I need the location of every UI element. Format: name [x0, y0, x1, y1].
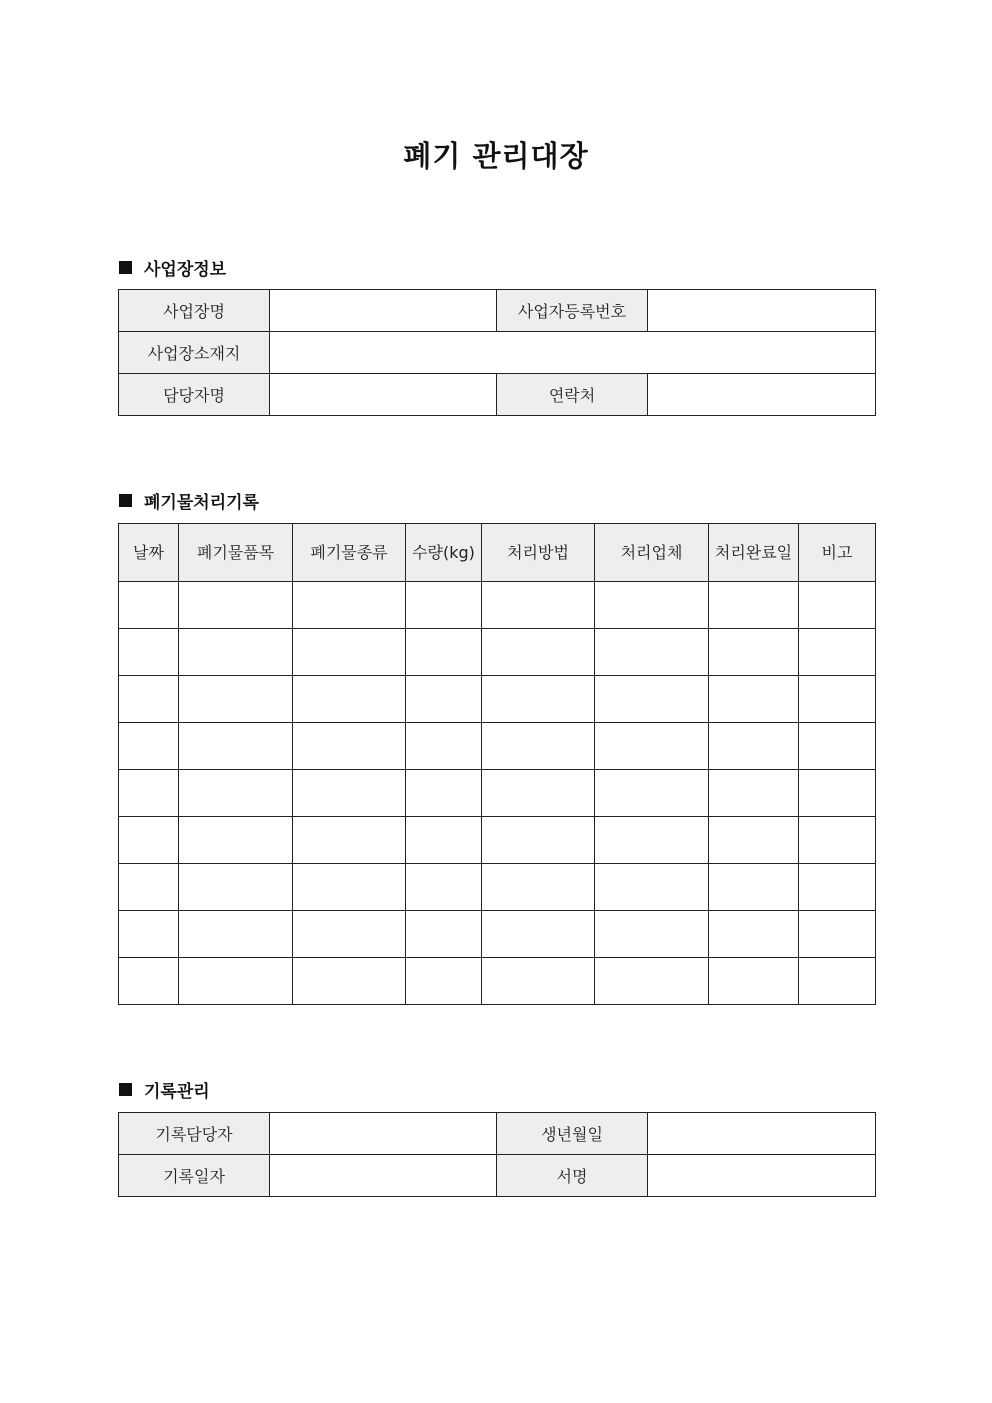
cell-type[interactable]: [293, 958, 406, 1005]
table-header-row: [119, 524, 876, 582]
cell-type[interactable]: [293, 676, 406, 723]
registration-number-field[interactable]: [648, 290, 876, 332]
cell-completion-date[interactable]: [709, 911, 799, 958]
cell-vendor[interactable]: [595, 817, 709, 864]
column-header-remarks: 비고: [799, 524, 876, 582]
birth-date-label: 생년월일: [497, 1113, 648, 1155]
contact-label: 연락처: [497, 374, 648, 416]
cell-quantity[interactable]: [406, 864, 482, 911]
column-header-item: 폐기물품목: [179, 524, 293, 582]
table-row: [119, 374, 876, 416]
business-address-label: 사업장소재지: [119, 332, 270, 374]
cell-date[interactable]: [119, 582, 179, 629]
cell-item[interactable]: [179, 911, 293, 958]
signature-field[interactable]: [648, 1155, 876, 1197]
cell-type[interactable]: [293, 629, 406, 676]
cell-method[interactable]: [482, 958, 595, 1005]
column-header-type: 폐기물종류: [293, 524, 406, 582]
table-row: [119, 1155, 876, 1197]
cell-date[interactable]: [119, 864, 179, 911]
cell-remarks[interactable]: [799, 676, 876, 723]
business-address-field[interactable]: [270, 332, 876, 374]
recorder-label: 기록담당자: [119, 1113, 270, 1155]
cell-method[interactable]: [482, 817, 595, 864]
cell-vendor[interactable]: [595, 723, 709, 770]
disposal-records-table: [118, 523, 876, 1005]
column-header-method: 처리방법: [482, 524, 595, 582]
cell-completion-date[interactable]: [709, 582, 799, 629]
cell-remarks[interactable]: [799, 817, 876, 864]
cell-vendor[interactable]: [595, 676, 709, 723]
cell-item[interactable]: [179, 770, 293, 817]
cell-vendor[interactable]: [595, 864, 709, 911]
business-name-field[interactable]: [270, 290, 497, 332]
recorder-field[interactable]: [270, 1113, 497, 1155]
contact-field[interactable]: [648, 374, 876, 416]
column-header-date: 날짜: [119, 524, 179, 582]
table-row: [119, 629, 876, 676]
table-row: [119, 1113, 876, 1155]
cell-remarks[interactable]: [799, 770, 876, 817]
signature-label: 서명: [497, 1155, 648, 1197]
section-heading-record: [119, 1077, 210, 1102]
column-header-completion-date: 처리완료일: [709, 524, 799, 582]
cell-completion-date[interactable]: [709, 817, 799, 864]
cell-date[interactable]: [119, 911, 179, 958]
birth-date-field[interactable]: [648, 1113, 876, 1155]
cell-date[interactable]: [119, 817, 179, 864]
table-row: [119, 864, 876, 911]
cell-type[interactable]: [293, 817, 406, 864]
manager-name-label: 담당자명: [119, 374, 270, 416]
cell-vendor[interactable]: [595, 629, 709, 676]
cell-quantity[interactable]: [406, 770, 482, 817]
page-title: 폐기 관리대장: [403, 139, 589, 173]
business-name-label: 사업장명: [119, 290, 270, 332]
table-row: [119, 723, 876, 770]
cell-method[interactable]: [482, 629, 595, 676]
cell-quantity[interactable]: [406, 958, 482, 1005]
cell-vendor[interactable]: [595, 958, 709, 1005]
cell-date[interactable]: [119, 770, 179, 817]
cell-vendor[interactable]: [595, 770, 709, 817]
manager-name-field[interactable]: [270, 374, 497, 416]
table-row: [119, 911, 876, 958]
cell-type[interactable]: [293, 911, 406, 958]
cell-date[interactable]: [119, 629, 179, 676]
cell-item[interactable]: [179, 958, 293, 1005]
cell-type[interactable]: [293, 864, 406, 911]
cell-remarks[interactable]: [799, 911, 876, 958]
cell-item[interactable]: [179, 817, 293, 864]
square-bullet-icon: [119, 494, 132, 507]
cell-quantity[interactable]: [406, 676, 482, 723]
cell-date[interactable]: [119, 723, 179, 770]
cell-item[interactable]: [179, 676, 293, 723]
record-date-field[interactable]: [270, 1155, 497, 1197]
cell-remarks[interactable]: [799, 723, 876, 770]
cell-completion-date[interactable]: [709, 864, 799, 911]
cell-quantity[interactable]: [406, 582, 482, 629]
section-heading-label: 사업장정보: [144, 260, 227, 280]
table-row: [119, 290, 876, 332]
cell-date[interactable]: [119, 958, 179, 1005]
cell-method[interactable]: [482, 864, 595, 911]
cell-vendor[interactable]: [595, 582, 709, 629]
cell-vendor[interactable]: [595, 911, 709, 958]
cell-method[interactable]: [482, 582, 595, 629]
section-heading-business: [119, 255, 226, 280]
cell-remarks[interactable]: [799, 864, 876, 911]
cell-method[interactable]: [482, 770, 595, 817]
cell-completion-date[interactable]: [709, 629, 799, 676]
cell-completion-date[interactable]: [709, 958, 799, 1005]
cell-remarks[interactable]: [799, 629, 876, 676]
cell-type[interactable]: [293, 723, 406, 770]
cell-type[interactable]: [293, 582, 406, 629]
cell-item[interactable]: [179, 723, 293, 770]
section-heading-label: 폐기물처리기록: [144, 493, 259, 513]
cell-remarks[interactable]: [799, 958, 876, 1005]
cell-item[interactable]: [179, 864, 293, 911]
table-row: [119, 770, 876, 817]
column-header-quantity: 수량(kg): [406, 524, 482, 582]
cell-item[interactable]: [179, 629, 293, 676]
table-row: [119, 332, 876, 374]
square-bullet-icon: [119, 261, 132, 274]
business-info-table: [118, 289, 876, 416]
cell-quantity[interactable]: [406, 723, 482, 770]
cell-type[interactable]: [293, 770, 406, 817]
cell-quantity[interactable]: [406, 911, 482, 958]
table-row: [119, 817, 876, 864]
cell-completion-date[interactable]: [709, 723, 799, 770]
table-row: [119, 958, 876, 1005]
table-row: [119, 676, 876, 723]
cell-date[interactable]: [119, 676, 179, 723]
cell-item[interactable]: [179, 582, 293, 629]
cell-method[interactable]: [482, 676, 595, 723]
cell-method[interactable]: [482, 911, 595, 958]
square-bullet-icon: [119, 1083, 132, 1096]
table-row: [119, 582, 876, 629]
cell-method[interactable]: [482, 723, 595, 770]
cell-completion-date[interactable]: [709, 676, 799, 723]
cell-quantity[interactable]: [406, 817, 482, 864]
section-heading-disposal: [119, 488, 259, 513]
column-header-vendor: 처리업체: [595, 524, 709, 582]
registration-number-label: 사업자등록번호: [497, 290, 648, 332]
cell-remarks[interactable]: [799, 582, 876, 629]
section-heading-label: 기록관리: [144, 1082, 210, 1102]
record-date-label: 기록일자: [119, 1155, 270, 1197]
cell-quantity[interactable]: [406, 629, 482, 676]
cell-completion-date[interactable]: [709, 770, 799, 817]
record-management-table: [118, 1112, 876, 1197]
